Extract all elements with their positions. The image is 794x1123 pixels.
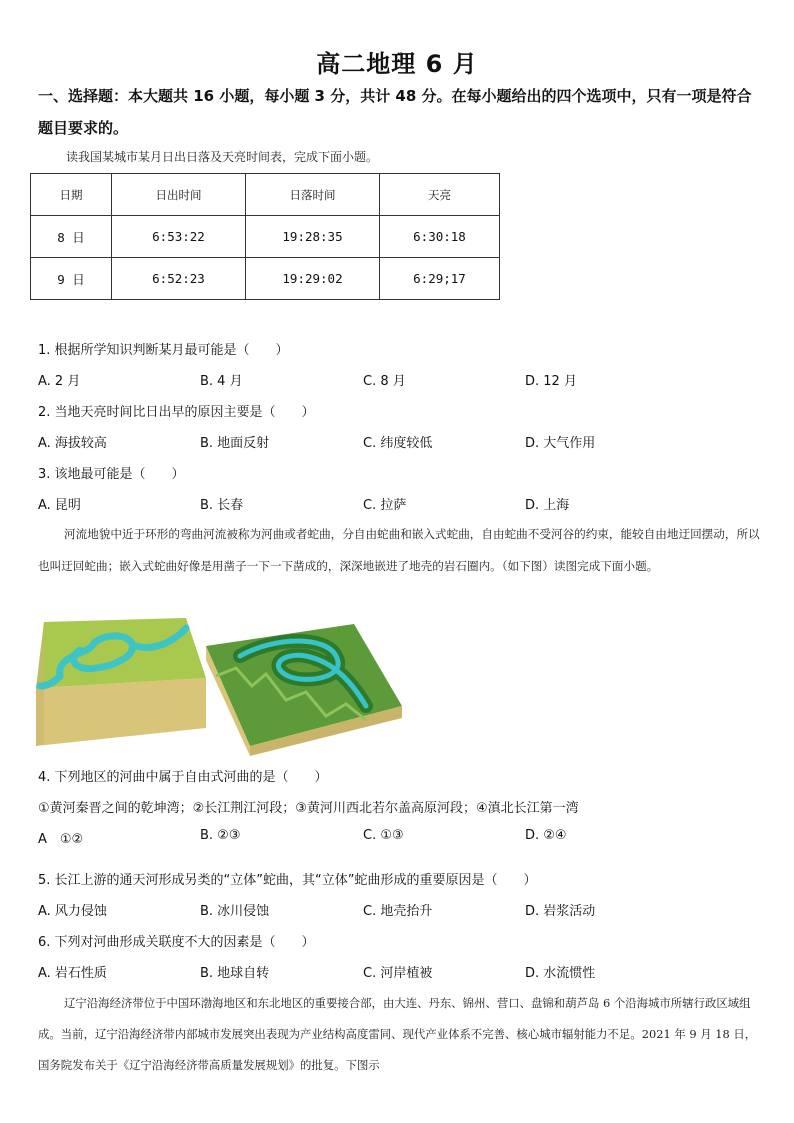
option-d: D. 岩浆活动 — [525, 904, 596, 919]
option-d: D. 12 月 — [525, 374, 577, 389]
table-header-cell: 日出时间 — [112, 174, 246, 216]
option-a: A ①② — [38, 832, 84, 847]
table-cell: 6:52:23 — [112, 258, 246, 300]
table-cell: 6:30:18 — [380, 216, 500, 258]
question-2-stem: 2. 当地天亮时间比日出早的原因主要是（ ） — [38, 405, 315, 420]
question-3-options — [38, 494, 758, 514]
table-cell: 6:29;17 — [380, 258, 500, 300]
table-cell: 19:29:02 — [246, 258, 380, 300]
question-1-options — [38, 370, 758, 390]
table-cell: 19:28:35 — [246, 216, 380, 258]
meander-illustration — [36, 616, 406, 756]
option-d: D. 上海 — [525, 498, 570, 513]
option-d: D. 水流惯性 — [525, 966, 596, 981]
option-d: D. ②④ — [525, 828, 567, 843]
option-c: C. ①③ — [363, 828, 404, 843]
option-b: B. ②③ — [200, 828, 241, 843]
table-row — [31, 216, 500, 258]
option-a: A. 海拔较高 — [38, 436, 107, 451]
table-cell: 8 日 — [31, 216, 112, 258]
option-c: C. 拉萨 — [363, 498, 407, 513]
question-5-stem: 5. 长江上游的通天河形成另类的“立体”蛇曲，其“立体”蛇曲形成的重要原因是（ ） — [38, 873, 537, 888]
question-3-stem: 3. 该地最可能是（ ） — [38, 467, 185, 482]
option-b: B. 地球自转 — [200, 966, 270, 981]
option-b: B. 长春 — [200, 498, 244, 513]
table-header-cell: 日期 — [31, 174, 112, 216]
question-6-stem: 6. 下列对河曲形成关联度不大的因素是（ ） — [38, 935, 315, 950]
question-4-statements: ①黄河秦晋之间的乾坤湾；②长江荆江河段；③黄河川西北若尔盖高原河段；④滇北长江第一湾 — [38, 801, 579, 816]
table-header-row — [31, 174, 500, 216]
question-1-stem: 1. 根据所学知识判断某月最可能是（ ） — [38, 343, 289, 358]
question-2-options — [38, 432, 758, 452]
table-intro: 读我国某城市某月日出日落及天亮时间表，完成下面小题。 — [66, 150, 379, 164]
free-meander-block — [36, 618, 206, 746]
option-a: A. 岩石性质 — [38, 966, 107, 981]
option-a: A. 昆明 — [38, 498, 81, 513]
sunrise-sunset-table — [30, 173, 500, 300]
table-header-cell: 日落时间 — [246, 174, 380, 216]
page-title: 高二地理 6 月 — [316, 50, 478, 78]
table-cell: 6:53:22 — [112, 216, 246, 258]
incised-meander-block — [206, 624, 402, 756]
question-6-options — [38, 962, 758, 982]
option-c: C. 地壳抬升 — [363, 904, 433, 919]
option-d: D. 大气作用 — [525, 436, 596, 451]
table-header-cell: 天亮 — [380, 174, 500, 216]
option-b: B. 冰川侵蚀 — [200, 904, 270, 919]
table-row — [31, 258, 500, 300]
option-b: B. 4 月 — [200, 374, 243, 389]
option-a: A. 风力侵蚀 — [38, 904, 107, 919]
option-c: C. 8 月 — [363, 374, 406, 389]
question-4-stem: 4. 下列地区的河曲中属于自由式河曲的是（ ） — [38, 770, 328, 785]
section-heading: 一、选择题：本大题共 16 小题，每小题 3 分，共计 48 分。在每小题给出的四个选项中，只有一项是符合题目要求的。 — [38, 87, 752, 137]
river-meander-passage: 河流地貌中近于环形的弯曲河流被称为河曲或者蛇曲，分自由蛇曲和嵌入式蛇曲，自由蛇曲不受河谷的约束，能较自由地迂回摆动，所以也叫迂回蛇曲；嵌入式蛇曲好像是用凿子一下一下凿成的，深深地嵌进了地壳的岩石圈内。（如下图）读图完成下面小题。 — [38, 527, 760, 573]
option-a: A. 2 月 — [38, 374, 81, 389]
option-c: C. 纬度较低 — [363, 436, 433, 451]
option-c: C. 河岸植被 — [363, 966, 433, 981]
question-5-options — [38, 900, 758, 920]
table-cell: 9 日 — [31, 258, 112, 300]
question-4-options — [38, 828, 758, 848]
option-b: B. 地面反射 — [200, 436, 270, 451]
liaoning-passage: 辽宁沿海经济带位于中国环渤海地区和东北地区的重要接合部，由大连、丹东、锦州、营口、盘锦和葫芦岛 6 个沿海城市所辖行政区域组成。当前，辽宁沿海经济带内部城市发展突出表现为产业结构高度雷同、现代产业体系不完善、核心城市辐射能力不足。2021 年 9 月 18 日，国务院发布关于《辽宁沿海经济带高质量发展规划》的批复。下图示 — [38, 996, 757, 1072]
